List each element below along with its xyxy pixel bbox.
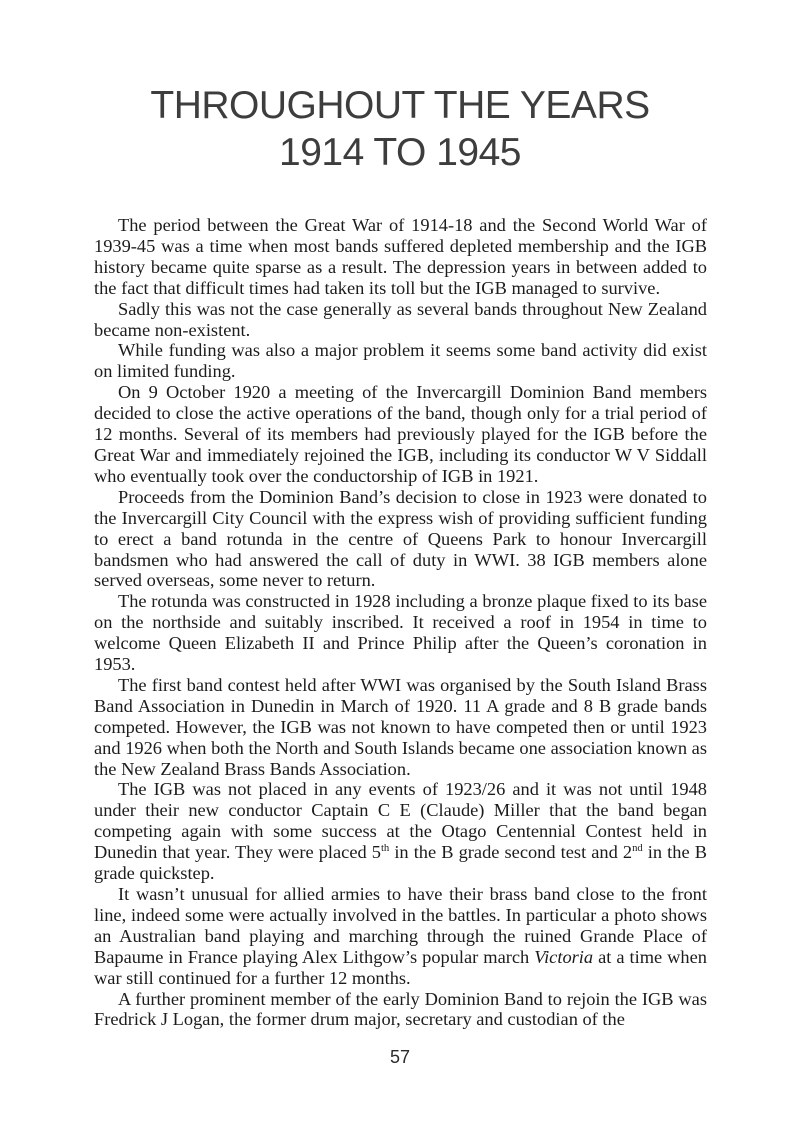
superscript-text: th (380, 842, 390, 855)
text-segment: in the B grade second test and 2 (389, 842, 633, 863)
text-segment: On 9 October 1920 a meeting of the Invercargill Dominion Band members decided to close the active operations of the band, though only for a trial period of 12 months. Several of its members had previously played for the IGB before the Great War and immediately rejoined the IGB, including its conductor W V Siddall who eventually took over the conductorship of IGB in 1921. (94, 382, 707, 486)
text-segment: While funding was also a major problem it seems some band activity did exist on limited funding. (94, 340, 707, 382)
text-segment: at a time when war still continued for a further 12 months. (94, 946, 707, 988)
paragraph (94, 487, 707, 592)
chapter-title-line2: 1914 TO 1945 (279, 131, 521, 174)
paragraph (94, 340, 707, 382)
text-segment: It wasn’t unusual for allied armies to have their brass band close to the front line, indeed some were actually involved in the battles. In particular a photo shows an Australian band playing and marching through the ruined Grande Place of Bapaume in France playing Alex Lithgow’s popular march (94, 884, 707, 967)
text-segment: Proceeds from the Dominion Band’s decision to close in 1923 were donated to the Invercargill City Council with the express wish of providing sufficient funding to erect a band rotunda in the centre of Queens Park to honour Invercargill bandsmen who had answered the call of duty in WWI. 38 IGB members alone served overseas, some never to return. (94, 486, 707, 591)
text-segment: The IGB was not placed in any events of 1923/26 and it was not until 1948 under their new conductor Captain C E (Claude) Miller that the band began competing again with some success at the Otago Centennial Contest held in Dunedin that year. They were placed 5 (94, 779, 707, 863)
paragraph (94, 299, 707, 341)
superscript-text: nd (632, 842, 643, 855)
text-segment: Sadly this was not the case generally as several bands throughout New Zealand became non-existent. (94, 298, 707, 340)
text-segment: The first band contest held after WWI was organised by the South Island Brass Band Association in Dunedin in March of 1920. 11 A grade and 8 B grade bands competed. However, the IGB was not known to have competed then or until 1923 and 1926 when both the North and South Islands became one association known as the New Zealand Brass Bands Association. (94, 674, 707, 779)
text-segment: The rotunda was constructed in 1928 including a bronze plaque fixed to its base on the northside and suitably inscribed. It received a roof in 1954 in time to welcome Queen Elizabeth II and Prince Philip after the Queen’s coronation in 1953. (94, 591, 707, 675)
chapter-title (0, 82, 800, 176)
italic-text: Victoria (534, 946, 594, 967)
paragraph (94, 591, 707, 675)
paragraph (94, 675, 707, 780)
body-paragraphs (94, 215, 707, 1030)
text-segment: in the B grade quickstep. (94, 842, 707, 884)
paragraph (94, 989, 707, 1031)
paragraph (94, 884, 707, 989)
paragraph (94, 779, 707, 884)
text-segment: A further prominent member of the early Dominion Band to rejoin the IGB was Fredrick J Logan, the former drum major, secretary and custodian of the (94, 988, 707, 1030)
paragraph (94, 382, 707, 487)
chapter-title-line1: THROUGHOUT THE YEARS (150, 84, 650, 127)
page-number: 57 (389, 1047, 411, 1067)
text-segment: The period between the Great War of 1914-18 and the Second World War of 1939-45 was a time when most bands suffered depleted membership and the IGB history became quite sparse as a result. The depression years in between added to the fact that difficult times had taken its toll but the IGB managed to survive. (94, 215, 707, 298)
paragraph (94, 215, 707, 299)
